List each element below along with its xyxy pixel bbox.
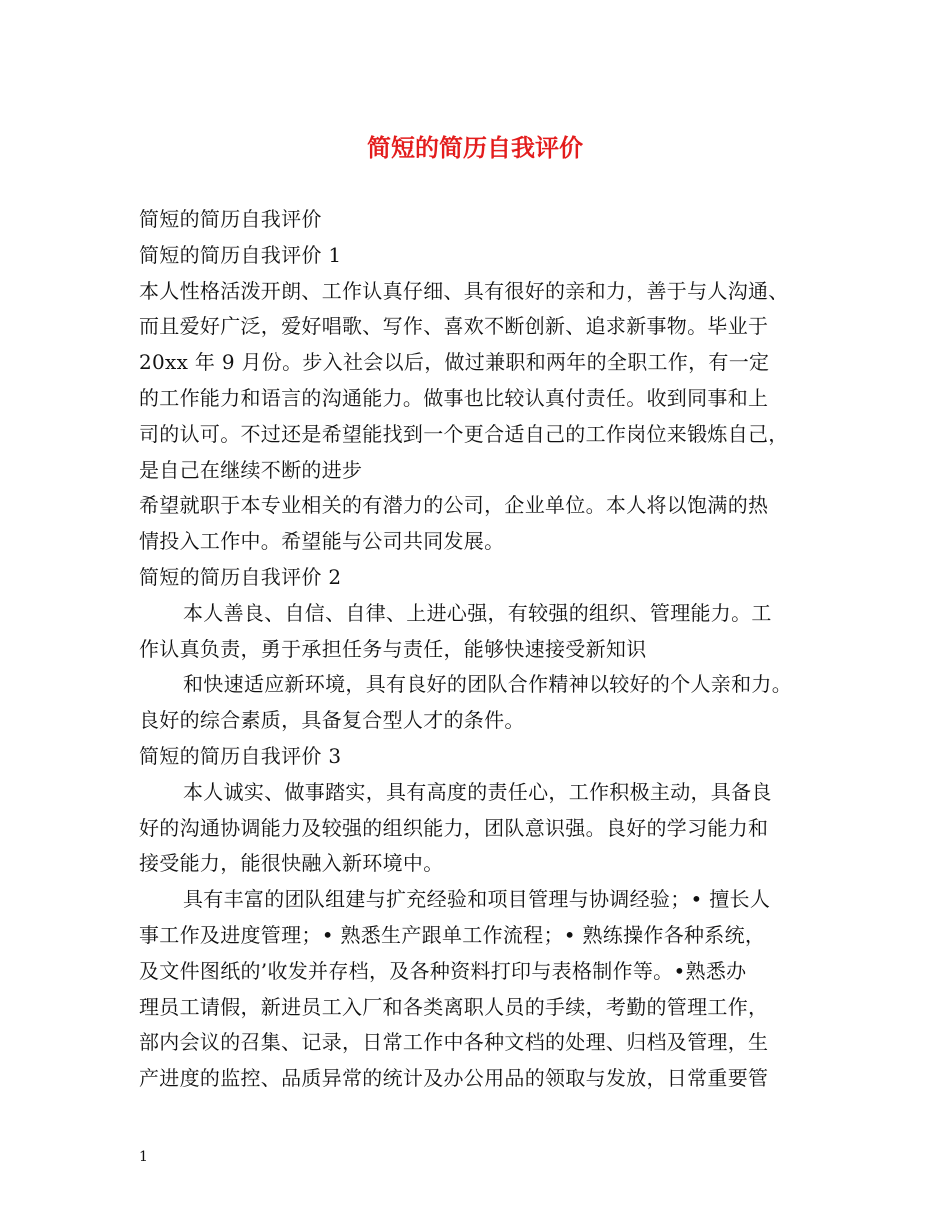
paragraph-line: 的工作能力和语言的沟通能力。做事也比较认真付责任。收到同事和上 xyxy=(139,385,769,410)
paragraph-line: 希望就职于本专业相关的有潜力的公司，企业单位。本人将以饱满的热 xyxy=(139,493,769,518)
section-heading-3: 简短的简历自我评价 3 xyxy=(139,743,342,768)
document-body xyxy=(139,202,829,1097)
paragraph-line: 情投入工作中。希望能与公司共同发展。 xyxy=(139,529,505,554)
paragraph-line: 作认真负责，勇于承担任务与责任，能够快速接受新知识 xyxy=(139,636,647,661)
paragraph-line: 而且爱好广泛，爱好唱歌、写作、喜欢不断创新、追求新事物。毕业于 xyxy=(139,314,769,339)
paragraph-line: 本人性格活泼开朗、工作认真仔细、具有很好的亲和力，善于与人沟通、 xyxy=(139,278,789,303)
section-heading-1: 简短的简历自我评价 1 xyxy=(139,242,342,267)
section-heading-2: 简短的简历自我评价 2 xyxy=(139,564,342,589)
paragraph-line: 本人善良、自信、自律、上进心强，有较强的组织、管理能力。工 xyxy=(183,600,772,625)
paragraph-line: 接受能力，能很快融入新环境中。 xyxy=(139,851,444,876)
paragraph-line: 部内会议的召集、记录，日常工作中各种文档的处理、归档及管理，生 xyxy=(139,1030,769,1055)
paragraph-line: 是自己在继续不断的进步 xyxy=(139,457,363,482)
paragraph-line: 事工作及进度管理；• 熟悉生产跟单工作流程；• 熟练操作各种系统， xyxy=(139,922,766,947)
paragraph-line: 司的认可。不过还是希望能找到一个更合适自己的工作岗位来锻炼自己， xyxy=(139,421,789,446)
paragraph-line: 20xx 年 9 月份。步入社会以后，做过兼职和两年的全职工作，有一定 xyxy=(139,350,770,375)
paragraph-line: 良好的综合素质，具备复合型人才的条件。 xyxy=(139,708,525,733)
paragraph-line: 本人诚实、做事踏实，具有高度的责任心，工作积极主动，具备良 xyxy=(183,779,772,804)
document-title: 简短的简历自我评价 xyxy=(367,133,583,162)
paragraph-line: 理员工请假，新进员工入厂和各类离职人员的手续，考勤的管理工作， xyxy=(139,994,769,1019)
paragraph-line: 和快速适应新环境，具有良好的团队合作精神以较好的个人亲和力。 xyxy=(183,672,792,697)
paragraph-line: 产进度的监控、品质异常的统计及办公用品的领取与发放，日常重要管 xyxy=(139,1066,769,1091)
paragraph-line: 具有丰富的团队组建与扩充经验和项目管理与协调经验；• 擅长人 xyxy=(183,887,771,912)
page-number: 1 xyxy=(139,1149,148,1165)
paragraph-line: 好的沟通协调能力及较强的组织能力，团队意识强。良好的学习能力和 xyxy=(139,815,769,840)
section-heading: 简短的简历自我评价 xyxy=(139,207,322,231)
paragraph-line: 及文件图纸的’收发并存档，及各种资料打印与表格制作等。•熟悉办 xyxy=(139,958,747,983)
